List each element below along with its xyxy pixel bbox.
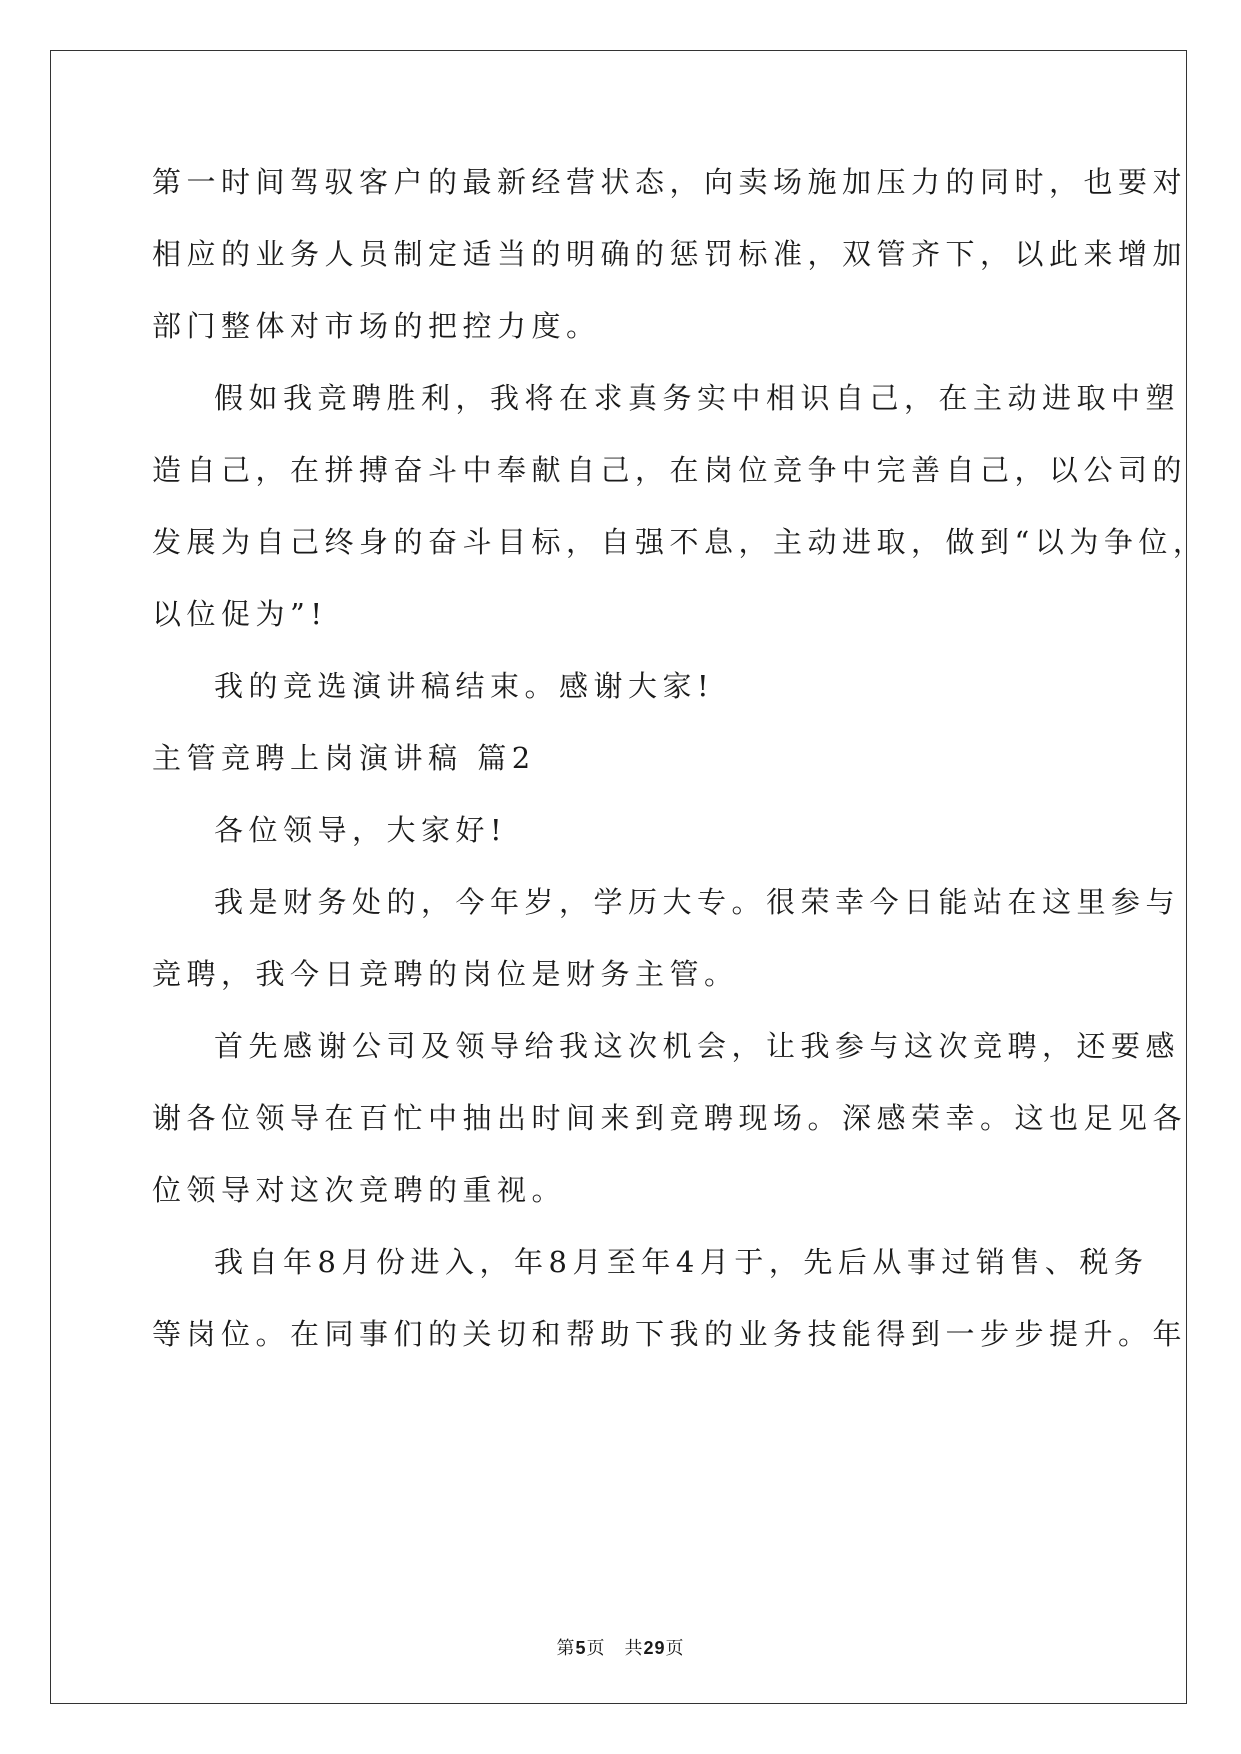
text-line: 等岗位。在同事们的关切和帮助下我的业务技能得到一步步提升。年 xyxy=(152,1317,1188,1351)
text-line: 部门整体对市场的把控力度。 xyxy=(152,309,601,343)
paragraph-start-line: 首先感谢公司及领导给我这次机会，让我参与这次竞聘，还要感 xyxy=(214,1029,1181,1063)
paragraph-start-line: 我自年8月份进入，年8月至年4月于，先后从事过销售、税务 xyxy=(214,1245,1149,1279)
text-line: 以位促为”! xyxy=(152,597,328,631)
page-border xyxy=(50,50,1187,1704)
text-line: 发展为自己终身的奋斗目标，自强不息，主动进取，做到“以为争位， xyxy=(152,525,1208,559)
footer-middle: 页 共 xyxy=(586,1638,644,1659)
text-line: 造自己，在拼搏奋斗中奉献自己，在岗位竞争中完善自己，以公司的 xyxy=(152,453,1188,487)
paragraph-start-line: 各位领导，大家好! xyxy=(214,813,508,847)
text-line: 第一时间驾驭客户的最新经营状态，向卖场施加压力的同时，也要对 xyxy=(152,165,1188,199)
total-page-count: 29 xyxy=(643,1638,666,1658)
footer-suffix: 页 xyxy=(665,1638,685,1659)
text-line: 相应的业务人员制定适当的明确的惩罚标准，双管齐下，以此来增加 xyxy=(152,237,1188,271)
text-line: 谢各位领导在百忙中抽出时间来到竞聘现场。深感荣幸。这也足见各 xyxy=(152,1101,1188,1135)
paragraph-start-line: 我是财务处的，今年岁，学历大专。很荣幸今日能站在这里参与 xyxy=(214,885,1181,919)
text-line: 竞聘，我今日竞聘的岗位是财务主管。 xyxy=(152,957,739,991)
current-page-number: 5 xyxy=(575,1638,587,1658)
text-line: 位领导对这次竞聘的重视。 xyxy=(152,1173,567,1207)
section-heading: 主管竞聘上岗演讲稿 篇2 xyxy=(152,741,536,775)
paragraph-start-line: 假如我竞聘胜利，我将在求真务实中相识自己，在主动进取中塑 xyxy=(214,381,1181,415)
footer-prefix: 第 xyxy=(556,1638,576,1659)
paragraph-start-line: 我的竞选演讲稿结束。感谢大家! xyxy=(214,669,715,703)
page-footer xyxy=(0,1634,1241,1660)
